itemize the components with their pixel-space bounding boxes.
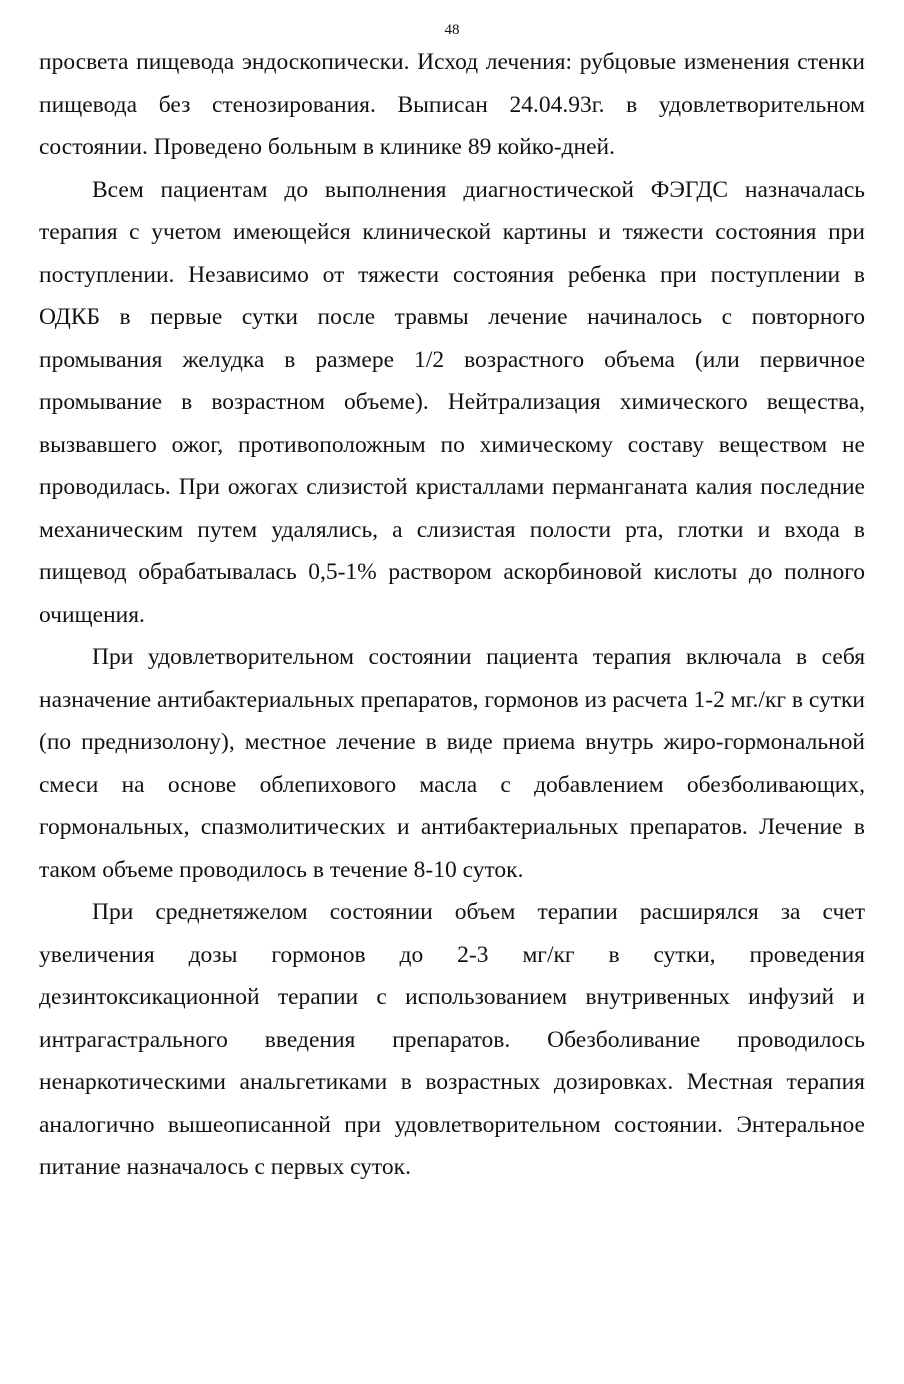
paragraph-initial-therapy: Всем пациентам до выполнения диагностической ФЭГДС назначалась терапия с учетом имеющейся клинической картины и тяжести состояния при поступлении. Независимо от тяжести состояния ребенка при поступлении в ОДКБ в первые сутки после травмы лечение начиналось с повторного промывания желудка в размере 1/2 возрастного объема (или первичное промывание в возрастном объеме). Нейтрализация химического вещества, вызвавшего ожог, противоположным по химическому составу веществом не проводилась. При ожогах слизистой кристаллами перманганата калия последние механическим путем удалялись, а слизистая полости рта, глотки и входа в пищевод обрабатывалась 0,5-1% раствором аскорбиновой кислоты до полного очищения. xyxy=(39,176,865,628)
paragraph-satisfactory-state: При удовлетворительном состоянии пациента терапия включала в себя назначение антибактериальных препаратов, гормонов из расчета 1-2 мг./кг в сутки (по преднизолону), местное лечение в виде приема внутрь жиро-гормональной смеси на основе облепихового масла с добавлением обезболивающих, гормональных, спазмолитических и антибактериальных препаратов. Лечение в таком объеме проводилось в течение 8-10 суток. xyxy=(39,644,865,883)
paragraph-moderate-state: При среднетяжелом состоянии объем терапии расширялся за счет увеличения дозы гормонов до 2-3 мг/кг в сутки, проведения дезинтоксикационной терапии с использованием внутривенных инфузий и интрагастрального введения препаратов. Обезболивание проводилось ненаркотическими анальгетиками в возрастных дозировках. Местная терапия аналогично вышеописанной при удовлетворительном состоянии. Энтеральное питание назначалось с первых суток. xyxy=(39,899,865,1180)
body-text xyxy=(39,41,865,1189)
paragraph-continuation: просвета пищевода эндоскопически. Исход лечения: рубцовые изменения стенки пищевода без стенозирования. Выписан 24.04.93г. в удовлетворительном состоянии. Проведено больным в клинике 89 койко-дней. xyxy=(39,49,865,160)
page-number: 48 xyxy=(444,22,460,38)
